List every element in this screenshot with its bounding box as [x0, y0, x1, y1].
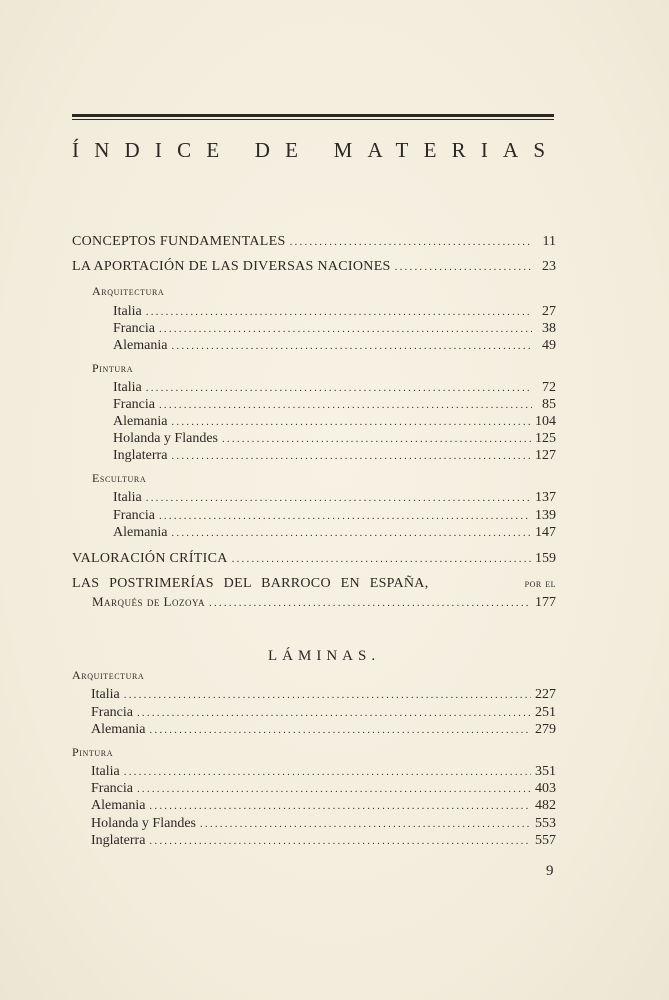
dot-leader	[171, 450, 531, 462]
toc-entry-label: Alemania	[91, 798, 146, 813]
toc-entry-page: 72	[542, 380, 556, 395]
toc-entry-postrimerias-line2	[92, 594, 556, 612]
toc-entry-label: Francia	[113, 321, 155, 336]
dot-leader	[200, 818, 531, 830]
toc-entry-page: 139	[535, 508, 556, 523]
dot-leader	[146, 306, 532, 318]
toc-entry-page: 177	[535, 595, 556, 610]
laminas-section-arquitectura: Arquitectura	[72, 668, 145, 682]
toc-entry-page: 482	[535, 798, 556, 813]
toc-entry-pin-holanda	[113, 431, 556, 449]
toc-entry-pin-francia	[113, 397, 556, 415]
toc-entry-label-tail: por el	[524, 576, 556, 590]
toc-entry-page: 557	[535, 833, 556, 848]
dot-leader	[159, 510, 531, 522]
toc-entry-label: Italia	[113, 304, 142, 319]
toc-entry-label: Italia	[91, 764, 120, 779]
section-heading-pintura: Pintura	[92, 361, 134, 375]
toc-entry-page: 23	[542, 259, 556, 274]
toc-entry-label: Alemania	[113, 414, 168, 429]
toc-entry-label: LA APORTACIÓN DE LAS DIVERSAS NACIONES	[72, 259, 391, 274]
dot-leader	[149, 724, 531, 736]
page-title: ÍNDICE DE MATERIAS	[72, 138, 561, 162]
toc-entry-valoracion	[72, 551, 556, 569]
dot-leader	[137, 783, 531, 795]
toc-entry-esc-francia	[113, 508, 556, 526]
page-number: 9	[546, 863, 554, 879]
toc-entry-page: 251	[535, 705, 556, 720]
dot-leader	[149, 835, 531, 847]
toc-entry-page: 85	[542, 397, 556, 412]
toc-entry-page: 159	[535, 551, 556, 566]
top-rule-thin	[72, 119, 554, 120]
toc-entry-page: 279	[535, 722, 556, 737]
toc-entry-label: LAS POSTRIMERÍAS DEL BARROCO EN ESPAÑA,	[72, 576, 429, 591]
dot-leader	[171, 527, 531, 539]
toc-entry-pin-inglaterra	[113, 448, 556, 466]
toc-entry-page: 104	[535, 414, 556, 429]
dot-leader	[171, 416, 531, 428]
dot-leader	[149, 800, 531, 812]
toc-entry-conceptos	[72, 234, 556, 252]
toc-entry-label: Alemania	[113, 525, 168, 540]
laminas-entry-pin-inglaterra	[91, 833, 556, 851]
laminas-entry-pin-francia	[91, 781, 556, 799]
toc-entry-pin-italia	[113, 380, 556, 398]
dot-leader	[124, 766, 531, 778]
top-rule-thick	[72, 114, 554, 117]
toc-entry-aportacion	[72, 259, 556, 277]
toc-entry-label: VALORACIÓN CRÍTICA	[72, 551, 228, 566]
dot-leader	[222, 433, 531, 445]
laminas-section-pintura: Pintura	[72, 745, 114, 759]
toc-entry-label: Inglaterra	[91, 833, 146, 848]
toc-entry-label: Italia	[113, 490, 142, 505]
toc-entry-label: Holanda y Flandes	[91, 816, 196, 831]
laminas-entry-arq-italia	[91, 687, 556, 705]
laminas-entry-pin-alemania	[91, 798, 556, 816]
dot-leader	[290, 236, 532, 248]
toc-entry-page: 27	[542, 304, 556, 319]
toc-entry-arq-francia	[113, 321, 556, 339]
toc-entry-page: 125	[535, 431, 556, 446]
toc-entry-arq-alemania	[113, 338, 556, 356]
dot-leader	[146, 492, 531, 504]
toc-entry-label: Italia	[91, 687, 120, 702]
dot-leader	[209, 597, 531, 609]
dot-leader	[395, 261, 532, 273]
toc-entry-page: 11	[542, 234, 556, 249]
dot-leader	[137, 707, 531, 719]
section-heading-arquitectura: Arquitectura	[92, 284, 165, 298]
toc-entry-pin-alemania	[113, 414, 556, 432]
toc-entry-label: Francia	[113, 397, 155, 412]
laminas-entry-arq-alemania	[91, 722, 556, 740]
toc-entry-label: Alemania	[113, 338, 168, 353]
toc-entry-label: Marqués de Lozoya	[92, 594, 205, 609]
laminas-entry-pin-italia	[91, 764, 556, 782]
toc-entry-label: Alemania	[91, 722, 146, 737]
dot-leader	[124, 689, 531, 701]
toc-entry-esc-italia	[113, 490, 556, 508]
toc-entry-page: 127	[535, 448, 556, 463]
toc-entry-page: 49	[542, 338, 556, 353]
dot-leader	[232, 553, 531, 565]
dot-leader	[146, 382, 532, 394]
toc-entry-page: 553	[535, 816, 556, 831]
toc-entry-page: 227	[535, 687, 556, 702]
toc-entry-label: CONCEPTOS FUNDAMENTALES	[72, 234, 286, 249]
toc-entry-page: 403	[535, 781, 556, 796]
dot-leader	[159, 323, 532, 335]
toc-entry-esc-alemania	[113, 525, 556, 543]
toc-entry-label: Francia	[91, 705, 133, 720]
laminas-heading: LÁMINAS.	[268, 648, 381, 664]
toc-entry-page: 38	[542, 321, 556, 336]
toc-entry-page: 351	[535, 764, 556, 779]
toc-entry-postrimerias-line1	[72, 576, 556, 592]
toc-entry-label: Francia	[113, 508, 155, 523]
toc-entry-arq-italia	[113, 304, 556, 322]
dot-leader	[171, 340, 532, 352]
dot-leader	[159, 399, 532, 411]
laminas-entry-pin-holanda	[91, 816, 556, 834]
toc-entry-label: Francia	[91, 781, 133, 796]
toc-entry-page: 147	[535, 525, 556, 540]
toc-entry-label: Inglaterra	[113, 448, 168, 463]
section-heading-escultura: Escultura	[92, 471, 147, 485]
toc-entry-label: Holanda y Flandes	[113, 431, 218, 446]
laminas-entry-arq-francia	[91, 705, 556, 723]
toc-entry-label: Italia	[113, 380, 142, 395]
toc-entry-page: 137	[535, 490, 556, 505]
